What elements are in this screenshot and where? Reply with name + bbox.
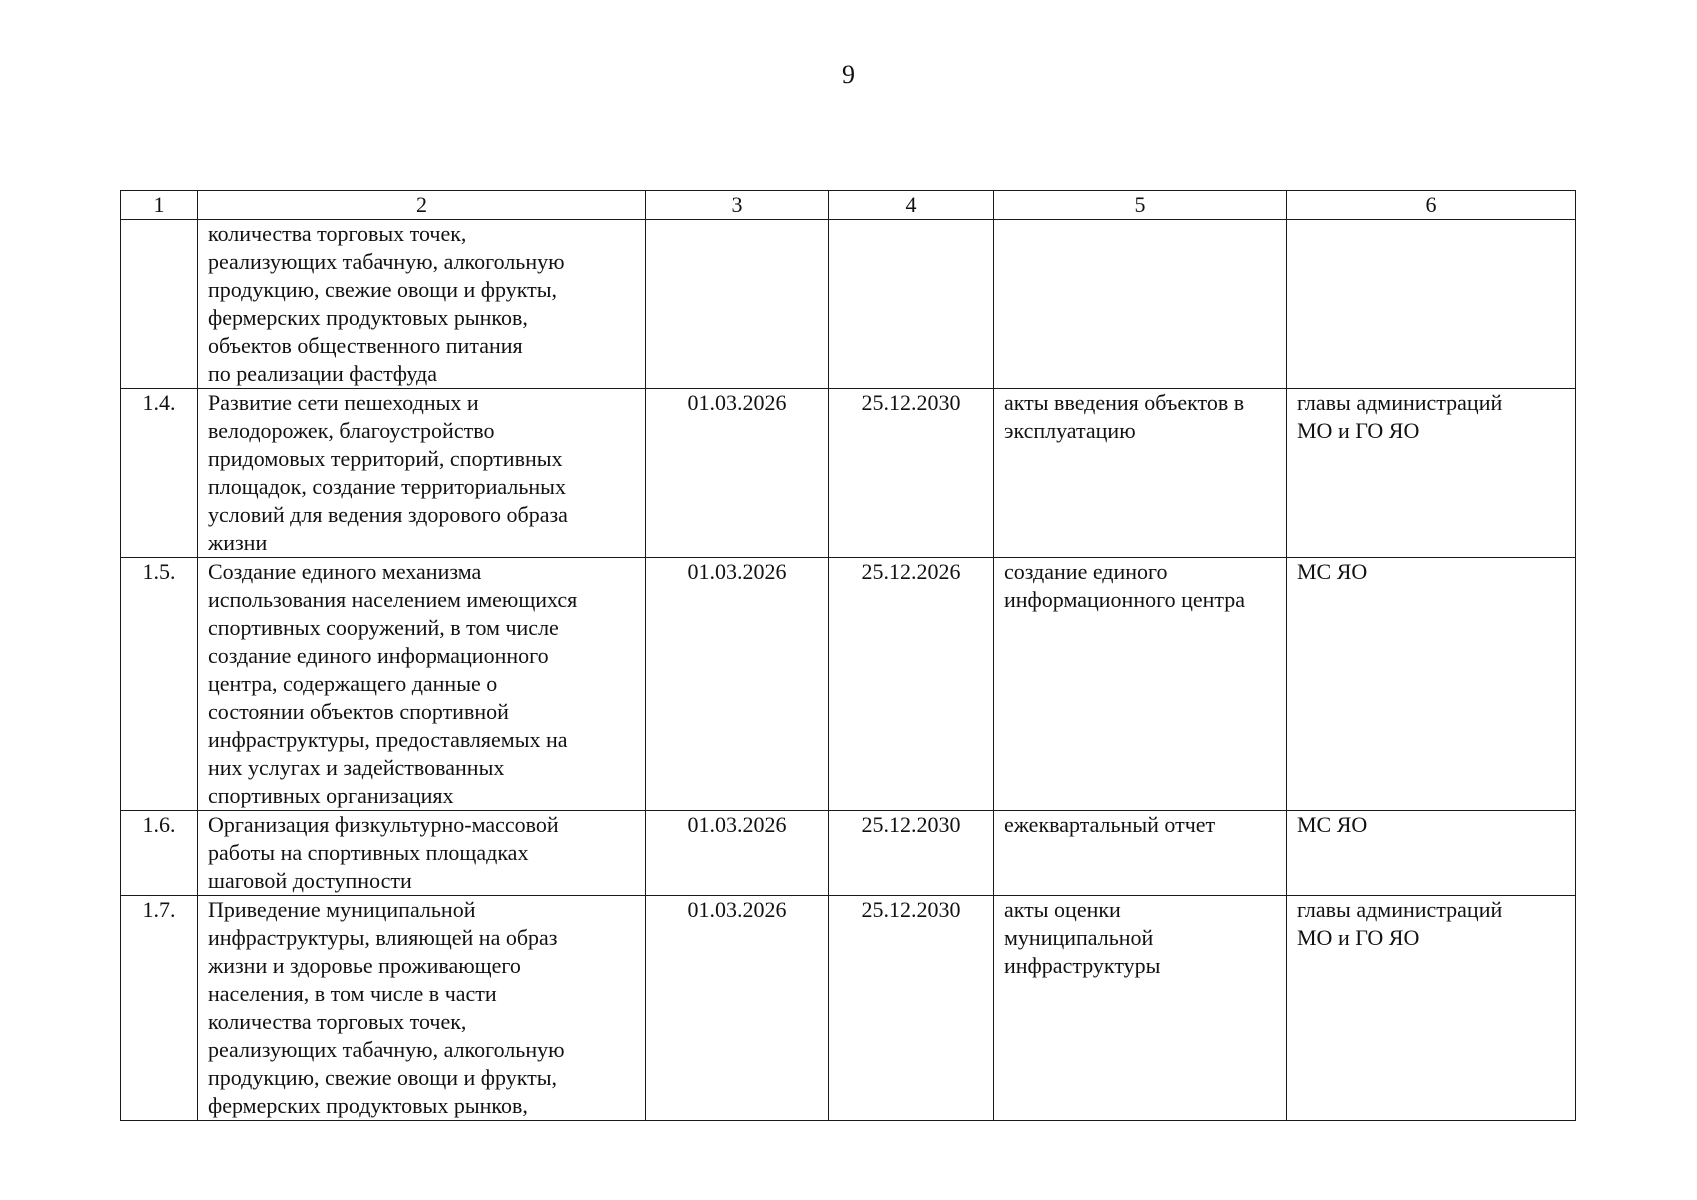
table-row	[121, 558, 1576, 811]
measure-description-line: по реализации фастфуда	[208, 361, 437, 386]
column-header: 5	[994, 191, 1287, 220]
measure-description-line: фермерских продуктовых рынков,	[208, 305, 528, 330]
measure-description-line: количества торговых точек,	[208, 1009, 467, 1034]
measure-description-line: Развитие сети пешеходных и	[208, 390, 479, 415]
responsible-party	[1287, 811, 1576, 896]
item-number	[121, 220, 198, 389]
responsible-party-line: МО и ГО ЯО	[1297, 925, 1420, 950]
start-date: 01.03.2026	[646, 896, 829, 1121]
column-header: 4	[829, 191, 994, 220]
table-header-row	[121, 191, 1576, 220]
table-row	[121, 811, 1576, 896]
expected-result-line: акты введения объектов в	[1004, 390, 1245, 415]
end-date	[829, 220, 994, 389]
measure-description-line: спортивных сооружений, в том числе	[208, 615, 559, 640]
expected-result-line: инфраструктуры	[1004, 953, 1161, 978]
measure-description-line: велодорожек, благоустройство	[208, 418, 495, 443]
responsible-party-line: МО и ГО ЯО	[1297, 418, 1420, 443]
measure-description	[198, 558, 646, 811]
responsible-party	[1287, 558, 1576, 811]
measure-description-line: площадок, создание территориальных	[208, 474, 566, 499]
expected-result	[994, 896, 1287, 1121]
measure-description-line: шаговой доступности	[208, 868, 412, 893]
measure-description-line: инфраструктуры, влияющей на образ	[208, 925, 558, 950]
measure-description-line: жизни	[208, 530, 268, 555]
responsible-party	[1287, 389, 1576, 558]
measure-description-line: жизни и здоровье проживающего	[208, 953, 521, 978]
measure-description-line: продукцию, свежие овощи и фрукты,	[208, 277, 558, 302]
measure-description-line: объектов общественного питания	[208, 333, 523, 358]
measure-description-line: центра, содержащего данные о	[208, 671, 498, 696]
measure-description	[198, 389, 646, 558]
end-date: 25.12.2030	[829, 389, 994, 558]
column-header: 2	[198, 191, 646, 220]
responsible-party	[1287, 220, 1576, 389]
expected-result-line: информационного центра	[1004, 587, 1246, 612]
item-number: 1.5.	[121, 558, 198, 811]
measure-description-line: создание единого информационного	[208, 643, 549, 668]
item-number: 1.7.	[121, 896, 198, 1121]
column-header: 3	[646, 191, 829, 220]
measure-description	[198, 811, 646, 896]
expected-result-line: ежеквартальный отчет	[1004, 812, 1216, 837]
expected-result-line: создание единого	[1004, 559, 1168, 584]
column-header: 6	[1287, 191, 1576, 220]
item-number: 1.6.	[121, 811, 198, 896]
expected-result-line: эксплуатацию	[1004, 418, 1136, 443]
table-row	[121, 220, 1576, 389]
measures-table	[120, 190, 1576, 1121]
measure-description-line: Приведение муниципальной	[208, 897, 476, 922]
responsible-party-line: МС ЯО	[1297, 559, 1368, 584]
expected-result	[994, 811, 1287, 896]
expected-result-line: акты оценки	[1004, 897, 1121, 922]
column-header: 1	[121, 191, 198, 220]
responsible-party-line: МС ЯО	[1297, 812, 1368, 837]
measure-description-line: фермерских продуктовых рынков,	[208, 1093, 528, 1118]
expected-result	[994, 389, 1287, 558]
measure-description-line: спортивных организациях	[208, 783, 454, 808]
measure-description-line: Создание единого механизма	[208, 559, 482, 584]
measure-description-line: работы на спортивных площадках	[208, 840, 529, 865]
table-row	[121, 389, 1576, 558]
measure-description-line: использования населением имеющихся	[208, 587, 578, 612]
responsible-party-line: главы администраций	[1297, 897, 1503, 922]
expected-result	[994, 558, 1287, 811]
measure-description-line: инфраструктуры, предоставляемых на	[208, 727, 568, 752]
page-number: 9	[842, 60, 855, 89]
end-date: 25.12.2030	[829, 896, 994, 1121]
item-number: 1.4.	[121, 389, 198, 558]
measure-description	[198, 896, 646, 1121]
start-date	[646, 220, 829, 389]
measure-description-line: количества торговых точек,	[208, 221, 467, 246]
measure-description-line: населения, в том числе в части	[208, 981, 497, 1006]
start-date: 01.03.2026	[646, 389, 829, 558]
start-date: 01.03.2026	[646, 811, 829, 896]
responsible-party-line: главы администраций	[1297, 390, 1503, 415]
measure-description-line: них услугах и задействованных	[208, 755, 505, 780]
start-date: 01.03.2026	[646, 558, 829, 811]
measure-description-line: условий для ведения здорового образа	[208, 502, 568, 527]
measure-description-line: реализующих табачную, алкогольную	[208, 249, 565, 274]
measure-description-line: продукцию, свежие овощи и фрукты,	[208, 1065, 558, 1090]
measure-description	[198, 220, 646, 389]
measure-description-line: состоянии объектов спортивной	[208, 699, 509, 724]
measure-description-line: реализующих табачную, алкогольную	[208, 1037, 565, 1062]
end-date: 25.12.2026	[829, 558, 994, 811]
expected-result	[994, 220, 1287, 389]
table-body	[121, 220, 1576, 1121]
responsible-party	[1287, 896, 1576, 1121]
measure-description-line: Организация физкультурно-массовой	[208, 812, 559, 837]
end-date: 25.12.2030	[829, 811, 994, 896]
measure-description-line: придомовых территорий, спортивных	[208, 446, 563, 471]
table-row	[121, 896, 1576, 1121]
expected-result-line: муниципальной	[1004, 925, 1154, 950]
